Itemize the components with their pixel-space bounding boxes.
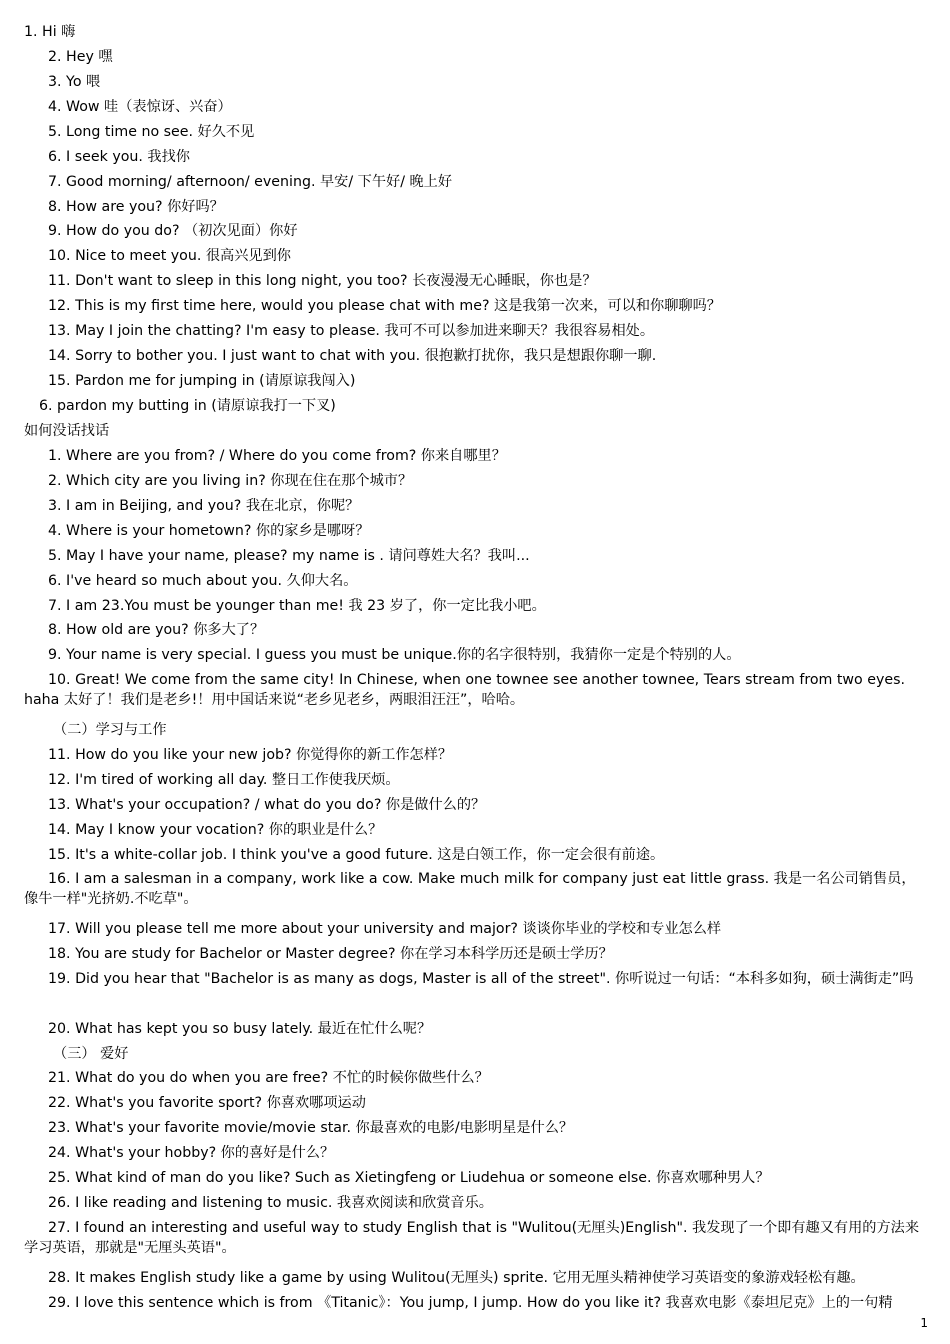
text-line: 2. Hey 嘿	[48, 49, 113, 65]
text-line: 3. I am in Beijing, and you? 我在北京，你呢？	[48, 498, 360, 514]
text-line: 15. Pardon me for jumping in (请原谅我闯入)	[48, 373, 356, 389]
text-line: 26. I like reading and listening to music. 我喜欢阅读和欣赏音乐。	[48, 1195, 493, 1211]
text-line: 20. What has kept you so busy lately. 最近在忙什么呢？	[48, 1021, 432, 1037]
text-line: 12. I'm tired of working all day. 整日工作使我厌烦。	[48, 772, 400, 788]
text-line: 10. Nice to meet you. 很高兴见到你	[48, 248, 291, 264]
text-line: 5. Long time no see. 好久不见	[48, 124, 255, 140]
text-line: 8. How are you? 你好吗？	[48, 199, 224, 215]
text-line: 1. Hi 嗨	[24, 24, 76, 40]
text-line: 4. Wow 哇（表惊讶、兴奋）	[48, 99, 232, 115]
page-number: 1	[920, 1316, 928, 1330]
text-line: 17. Will you please tell me more about your university and major? 谈谈你毕业的学校和专业怎么样	[48, 921, 722, 937]
text-line: 2. Which city are you living in? 你现在住在那个城市？	[48, 473, 413, 489]
text-line: 10. Great! We come from the same city! In Chinese, when one townee see another townee, Tears stream from two eyes. haha 太好了！我们是老乡!！用中国话来说“老乡见老乡，两眼泪汪汪”，哈哈。	[24, 672, 905, 708]
text-line: 6. pardon my butting in (请原谅我打一下叉)	[39, 398, 336, 414]
text-line: 9. Your name is very special. I guess you must be unique.你的名字很特别，我猜你一定是个特别的人。	[48, 647, 741, 663]
section-heading: （二）学习与工作	[53, 722, 167, 738]
text-line: 12. This is my first time here, would you please chat with me? 这是我第一次来，可以和你聊聊吗？	[48, 298, 721, 314]
text-line: 11. How do you like your new job? 你觉得你的新工作怎样？	[48, 747, 453, 763]
text-line: 11. Don't want to sleep in this long night, you too? 长夜漫漫无心睡眠，你也是？	[48, 273, 597, 289]
text-line: 8. How old are you? 你多大了？	[48, 622, 265, 638]
text-line: 5. May I have your name, please? my name is . 请问尊姓大名？我叫...	[48, 548, 530, 564]
text-line: 14. Sorry to bother you. I just want to chat with you. 很抱歉打扰你，我只是想跟你聊一聊.	[48, 348, 657, 364]
text-line: 13. May I join the chatting? I'm easy to please. 我可不可以参加进来聊天？我很容易相处。	[48, 323, 655, 339]
text-line: 24. What's your hobby? 你的喜好是什么？	[48, 1145, 335, 1161]
text-line: 14. May I know your vocation? 你的职业是什么？	[48, 822, 383, 838]
text-line: 19. Did you hear that "Bachelor is as many as dogs, Master is all of the street". 你听说过一句话：“本科多如狗，硕士满街走”吗	[48, 971, 914, 987]
text-line: 16. I am a salesman in a company, work like a cow. Make much milk for company just eat little grass. 我是一名公司销售员，像牛一样"光挤奶.不吃草"。	[24, 871, 916, 907]
text-line: 6. I seek you. 我找你	[48, 149, 190, 165]
text-line: 6. I've heard so much about you. 久仰大名。	[48, 573, 358, 589]
text-line: 23. What's your favorite movie/movie star. 你最喜欢的电影/电影明星是什么？	[48, 1120, 574, 1136]
text-line: 25. What kind of man do you like? Such as Xietingfeng or Liudehua or someone else. 你喜欢哪种男人？	[48, 1170, 770, 1186]
text-line: 29. I love this sentence which is from 《Titanic》：You jump, I jump. How do you like it? 我喜欢电影《泰坦尼克》上的一句精	[48, 1295, 893, 1311]
text-line: 3. Yo 喂	[48, 74, 101, 90]
text-line: 1. Where are you from? / Where do you come from? 你来自哪里？	[48, 448, 506, 464]
text-line: 9. How do you do? （初次见面）你好	[48, 223, 298, 239]
text-line: 21. What do you do when you are free? 不忙的时候你做些什么？	[48, 1070, 489, 1086]
text-line: 27. I found an interesting and useful way to study English that is "Wulitou(无厘头)English". 我发现了一个即有趣又有用的方法来学习英语，那就是"无厘头英语"。	[24, 1220, 920, 1256]
text-line: 7. Good morning/ afternoon/ evening. 早安/ 下午好/ 晚上好	[48, 174, 453, 190]
text-line: 4. Where is your hometown? 你的家乡是哪呀？	[48, 523, 370, 539]
text-line: 28. It makes English study like a game by using Wulitou(无厘头) sprite. 它用无厘头精神使学习英语变的象游戏轻松有趣。	[48, 1270, 865, 1286]
text-line: 13. What's your occupation? / what do you do? 你是做什么的？	[48, 797, 486, 813]
text-line: 22. What's you favorite sport? 你喜欢哪项运动	[48, 1095, 366, 1111]
section-heading: 如何没话找话	[24, 423, 110, 439]
text-line: 7. I am 23.You must be younger than me! 我 23 岁了，你一定比我小吧。	[48, 598, 546, 614]
section-heading: （三） 爱好	[53, 1046, 129, 1062]
text-line: 18. You are study for Bachelor or Master degree? 你在学习本科学历还是硕士学历？	[48, 946, 613, 962]
text-line: 15. It's a white-collar job. I think you've a good future. 这是白领工作，你一定会很有前途。	[48, 847, 665, 863]
